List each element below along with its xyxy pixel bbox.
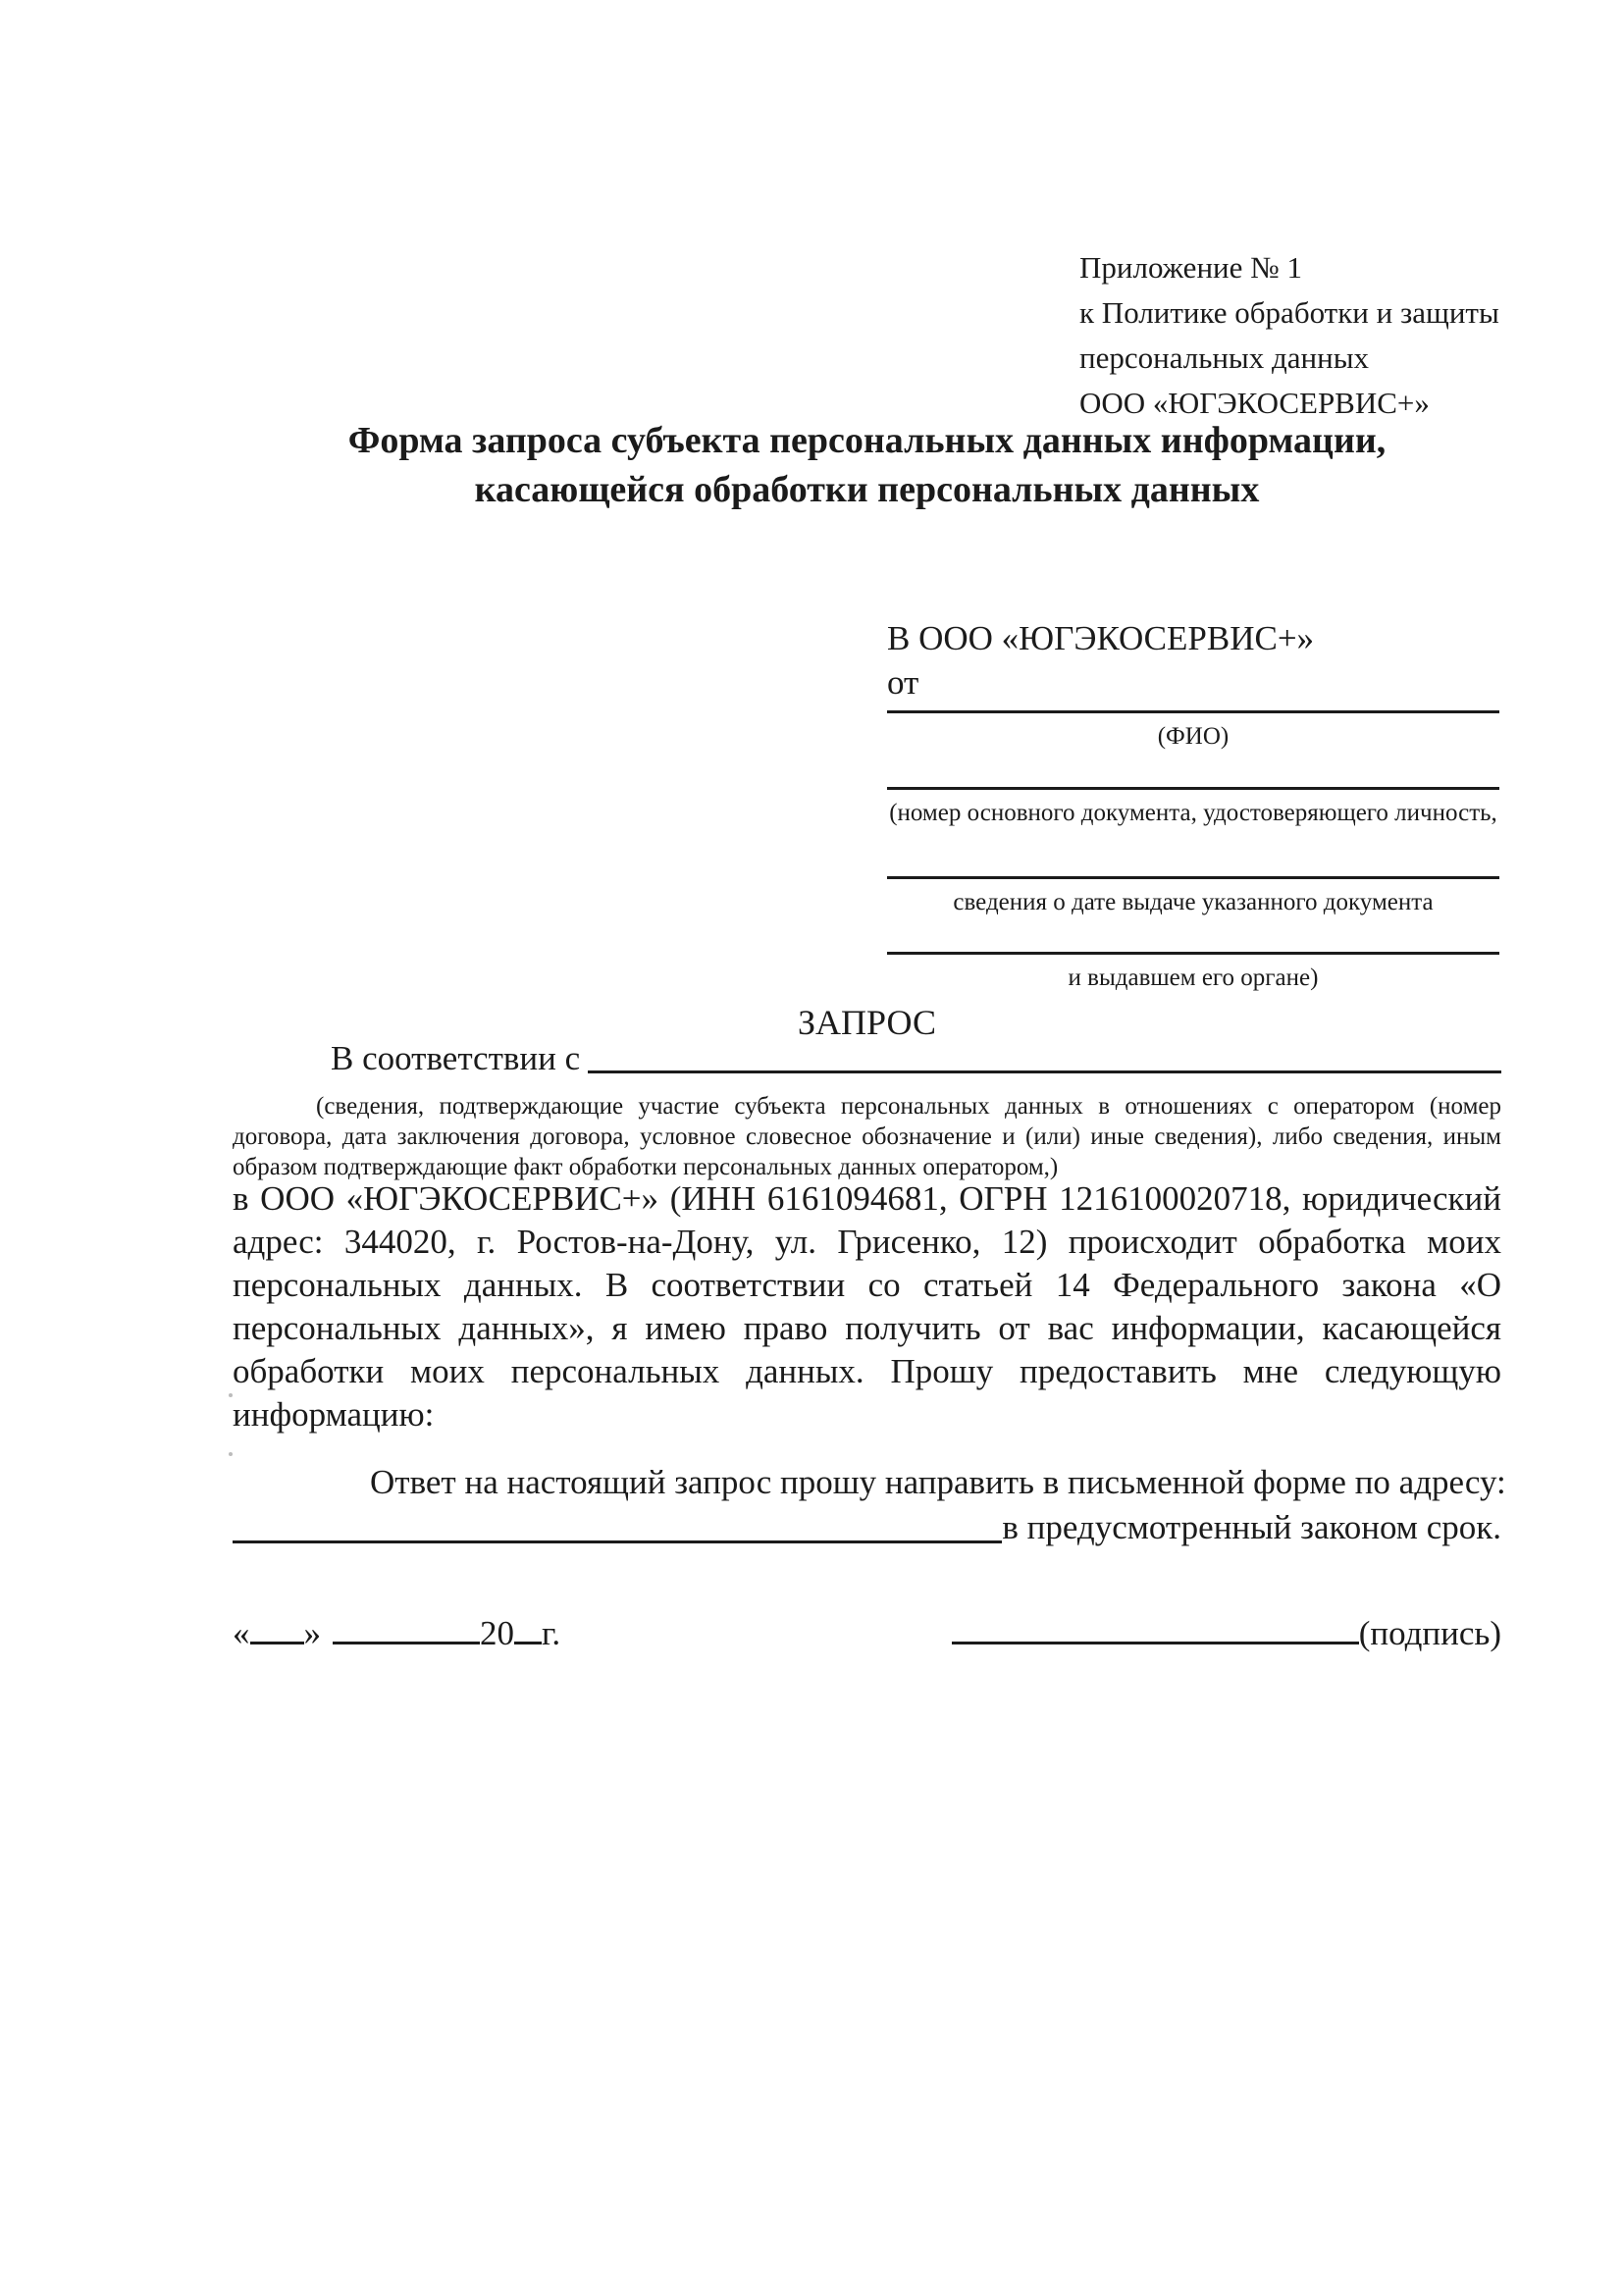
- document-title: [233, 416, 1501, 514]
- fio-blank-line: [887, 710, 1499, 713]
- reply-address-row: [233, 1505, 1501, 1550]
- recipient-block: [887, 616, 1499, 990]
- scan-artifact-dot: [229, 1452, 233, 1456]
- doc-issuer-blank-line: [887, 952, 1499, 955]
- appendix-line: к Политике обработки и защиты: [1079, 295, 1499, 330]
- date-quote-close: »: [303, 1614, 321, 1652]
- date-field: [233, 1611, 560, 1656]
- request-lead-text: В соответствии с: [331, 1039, 581, 1077]
- appendix-reference-block: [1079, 245, 1499, 426]
- request-lead-row: [233, 1036, 1501, 1080]
- reply-address-blank-line: [233, 1540, 1002, 1543]
- doc-date-blank-line: [887, 876, 1499, 879]
- doc-number-blank-line: [887, 787, 1499, 790]
- signature-blank-line: [952, 1640, 1359, 1644]
- appendix-line: Приложение № 1: [1079, 250, 1302, 285]
- date-day-blank-line: [250, 1640, 304, 1644]
- date-signature-row: [233, 1611, 1501, 1656]
- reply-request-line: Ответ на настоящий запрос прошу направить в письменной форме по адресу:: [370, 1463, 1506, 1501]
- fio-caption: (ФИО): [1157, 723, 1230, 750]
- date-year-blank-line: [514, 1640, 542, 1644]
- appendix-line: ООО «ЮГЭКОСЕРВИС+»: [1079, 386, 1430, 420]
- document-title-line-2: касающейся обработки персональных данных: [474, 469, 1260, 510]
- doc-number-caption: (номер основного документа, удостоверяющего личность,: [889, 800, 1497, 826]
- date-quote-open: «: [233, 1614, 250, 1652]
- appendix-line: персональных данных: [1079, 340, 1370, 375]
- recipient-organization: В ООО «ЮГЭКОСЕРВИС+»: [887, 619, 1315, 657]
- scan-artifact-dot: [229, 1393, 233, 1397]
- date-year-prefix: 20: [480, 1614, 514, 1652]
- doc-date-caption: сведения о дате выдаче указанного документа: [953, 889, 1434, 915]
- from-label: от: [887, 663, 919, 702]
- doc-issuer-caption: и выдавшем его органе): [1068, 965, 1319, 991]
- request-heading: ЗАПРОС: [798, 1003, 936, 1042]
- date-month-blank-line: [333, 1640, 480, 1644]
- request-body-paragraph: в ООО «ЮГЭКОСЕРВИС+» (ИНН 6161094681, ОГРН 1216100020718, юридический адрес: 344020, г. Ростов-на-Дону, ул. Грисенко, 12) происходит обработка моих персональных данных. В соответствии со статьей 14 Федерального закона «О персональных данных», я имею право получить от вас информации, касающейся обработки моих персональных данных. Прошу предоставить мне следующую информацию:: [233, 1179, 1501, 1434]
- request-lead-caption: (сведения, подтверждающие участие субъекта персональных данных в отношениях с оператором (номер договора, дата заключения договора, условное словесное обозначение и (или) иные сведения), либо сведения, иным образом подтверждающие факт обработки персональных данных оператором,): [233, 1093, 1501, 1180]
- signature-field: [952, 1611, 1501, 1656]
- request-lead-blank-line: [588, 1070, 1501, 1073]
- document-title-line-1: Форма запроса субъекта персональных данных информации,: [347, 420, 1387, 461]
- reply-term-text: в предусмотренный законом срок.: [1002, 1508, 1501, 1546]
- signature-caption: (подпись): [1358, 1614, 1501, 1652]
- date-year-suffix: г.: [542, 1614, 561, 1652]
